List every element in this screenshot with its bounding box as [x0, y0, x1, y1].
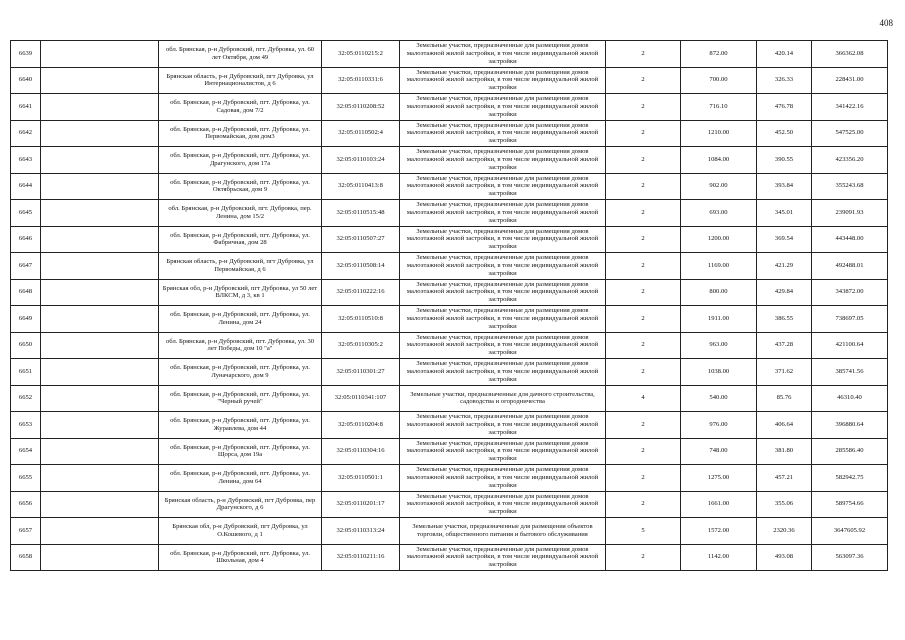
row-number-cell: 6641	[11, 94, 41, 121]
row-number-cell: 6653	[11, 412, 41, 439]
cadastral-value-cell: 228431.00	[812, 67, 888, 94]
address-cell: обл. Брянская, р-н Дубровский, пгт. Дубровка, ул. 30 лет Победы, дом 10 "а"	[159, 332, 322, 359]
specific-value-cell: 406.64	[757, 412, 812, 439]
address-cell: Брянская обл, р-н Дубровский, пгт Дубровка, ул 50 лет ВЛКСМ, д 3, кв 1	[159, 279, 322, 306]
area-cell: 1911.00	[681, 306, 757, 333]
specific-value-cell: 386.55	[757, 306, 812, 333]
land-use-cell: Земельные участки, предназначенные для размещения домов малоэтажной жилой застройки, в том числе индивидуальной жилой застройки	[400, 465, 606, 492]
land-use-cell: Земельные участки, предназначенные для размещения объектов торговли, общественного питания и бытового обслуживания	[400, 518, 606, 545]
cadastral-value-cell: 563097.36	[812, 544, 888, 571]
empty-cell	[41, 491, 159, 518]
land-use-cell: Земельные участки, предназначенные для размещения домов малоэтажной жилой застройки, в том числе индивидуальной жилой застройки	[400, 41, 606, 68]
address-cell: обл. Брянская, р-н Дубровский, пгт. Дубровка, ул. Первомайская, дом дом3	[159, 120, 322, 147]
area-cell: 1275.00	[681, 465, 757, 492]
use-group-code-cell: 2	[606, 491, 681, 518]
area-cell: 693.00	[681, 200, 757, 227]
empty-cell	[41, 67, 159, 94]
cadastral-value-cell: 366362.08	[812, 41, 888, 68]
row-number-cell: 6656	[11, 491, 41, 518]
table-row	[11, 438, 888, 465]
cadastral-number-cell: 32:05:0110208:52	[322, 94, 400, 121]
row-number-cell: 6646	[11, 226, 41, 253]
empty-cell	[41, 518, 159, 545]
cadastral-value-cell: 589754.66	[812, 491, 888, 518]
table-row	[11, 120, 888, 147]
cadastral-number-cell: 32:05:0110413:8	[322, 173, 400, 200]
cadastral-number-cell: 32:05:0110305:2	[322, 332, 400, 359]
specific-value-cell: 393.84	[757, 173, 812, 200]
specific-value-cell: 421.29	[757, 253, 812, 280]
table-row	[11, 41, 888, 68]
row-number-cell: 6658	[11, 544, 41, 571]
table-row	[11, 518, 888, 545]
table-row	[11, 200, 888, 227]
table-row	[11, 465, 888, 492]
use-group-code-cell: 5	[606, 518, 681, 545]
row-number-cell: 6655	[11, 465, 41, 492]
cadastral-value-cell: 423356.20	[812, 147, 888, 174]
cadastral-number-cell: 32:05:0110510:8	[322, 306, 400, 333]
cadastral-value-cell: 341422.16	[812, 94, 888, 121]
cadastral-value-cell: 385741.56	[812, 359, 888, 386]
cadastral-value-cell: 396880.64	[812, 412, 888, 439]
address-cell: обл. Брянская, р-н Дубровский, пгт. Дубровка, ул. Ленина, дом 24	[159, 306, 322, 333]
cadastral-number-cell: 32:05:0110103:24	[322, 147, 400, 174]
empty-cell	[41, 120, 159, 147]
specific-value-cell: 85.76	[757, 385, 812, 412]
cadastral-number-cell: 32:05:0110222:16	[322, 279, 400, 306]
table-row	[11, 306, 888, 333]
table-row	[11, 173, 888, 200]
area-cell: 1038.00	[681, 359, 757, 386]
cadastral-number-cell: 32:05:0110508:14	[322, 253, 400, 280]
area-cell: 1572.00	[681, 518, 757, 545]
table-body	[11, 41, 888, 571]
table-row	[11, 147, 888, 174]
cadastral-number-cell: 32:05:0110204:8	[322, 412, 400, 439]
table-row	[11, 332, 888, 359]
address-cell: обл. Брянская, р-н Дубровский, пгт. Дубровка, ул. Драгунского, дом 17а	[159, 147, 322, 174]
use-group-code-cell: 2	[606, 173, 681, 200]
area-cell: 1200.00	[681, 226, 757, 253]
row-number-cell: 6654	[11, 438, 41, 465]
row-number-cell: 6643	[11, 147, 41, 174]
land-use-cell: Земельные участки, предназначенные для размещения домов малоэтажной жилой застройки, в том числе индивидуальной жилой застройки	[400, 438, 606, 465]
use-group-code-cell: 2	[606, 120, 681, 147]
specific-value-cell: 429.84	[757, 279, 812, 306]
table-row	[11, 491, 888, 518]
empty-cell	[41, 94, 159, 121]
land-use-cell: Земельные участки, предназначенные для размещения домов малоэтажной жилой застройки, в том числе индивидуальной жилой застройки	[400, 200, 606, 227]
empty-cell	[41, 253, 159, 280]
specific-value-cell: 420.14	[757, 41, 812, 68]
address-cell: Брянская область, р-н Дубровский, пгт Дубровка, пер Драгунского, д 6	[159, 491, 322, 518]
row-number-cell: 6639	[11, 41, 41, 68]
empty-cell	[41, 200, 159, 227]
use-group-code-cell: 2	[606, 226, 681, 253]
address-cell: Брянская обл, р-н Дубровский, пгт Дубровка, ул О.Кошевого, д 1	[159, 518, 322, 545]
cadastral-number-cell: 32:05:0110215:2	[322, 41, 400, 68]
empty-cell	[41, 359, 159, 386]
address-cell: обл. Брянская, р-н Дубровский, пгт. Дубровка, ул. Школьная, дом 4	[159, 544, 322, 571]
land-use-cell: Земельные участки, предназначенные для размещения домов малоэтажной жилой застройки, в том числе индивидуальной жилой застройки	[400, 94, 606, 121]
land-use-cell: Земельные участки, предназначенные для размещения домов малоэтажной жилой застройки, в том числе индивидуальной жилой застройки	[400, 253, 606, 280]
use-group-code-cell: 2	[606, 41, 681, 68]
address-cell: Брянская область, р-н Дубровский, пгт Дубровка, ул Первомайская, д 6	[159, 253, 322, 280]
address-cell: обл. Брянская, р-н Дубровский, пгт. Дубровка, ул. Ленина, дом 64	[159, 465, 322, 492]
empty-cell	[41, 438, 159, 465]
cadastral-number-cell: 32:05:0110501:1	[322, 465, 400, 492]
address-cell: обл. Брянская, р-н Дубровский, пгт. Дубровка, ул. Фабричная, дом 28	[159, 226, 322, 253]
use-group-code-cell: 2	[606, 412, 681, 439]
use-group-code-cell: 2	[606, 253, 681, 280]
cadastral-value-cell: 355243.68	[812, 173, 888, 200]
cadastral-number-cell: 32:05:0110313:24	[322, 518, 400, 545]
specific-value-cell: 2320.36	[757, 518, 812, 545]
cadastral-number-cell: 32:05:0110502:4	[322, 120, 400, 147]
cadastral-value-table	[10, 40, 888, 571]
specific-value-cell: 371.62	[757, 359, 812, 386]
cadastral-number-cell: 32:05:0110304:16	[322, 438, 400, 465]
row-number-cell: 6649	[11, 306, 41, 333]
empty-cell	[41, 147, 159, 174]
row-number-cell: 6647	[11, 253, 41, 280]
empty-cell	[41, 306, 159, 333]
table-row	[11, 253, 888, 280]
row-number-cell: 6640	[11, 67, 41, 94]
cadastral-value-cell: 46310.40	[812, 385, 888, 412]
row-number-cell: 6645	[11, 200, 41, 227]
empty-cell	[41, 385, 159, 412]
address-cell: обл. Брянская, р-н Дубровский, пгт. Дубровка, ул. Журавлева, дом 44	[159, 412, 322, 439]
table-row	[11, 94, 888, 121]
land-use-cell: Земельные участки, предназначенные для размещения домов малоэтажной жилой застройки, в том числе индивидуальной жилой застройки	[400, 306, 606, 333]
land-use-cell: Земельные участки, предназначенные для размещения домов малоэтажной жилой застройки, в том числе индивидуальной жилой застройки	[400, 279, 606, 306]
use-group-code-cell: 2	[606, 465, 681, 492]
specific-value-cell: 390.55	[757, 147, 812, 174]
cadastral-value-cell: 443448.00	[812, 226, 888, 253]
page-number: 408	[879, 18, 893, 28]
empty-cell	[41, 412, 159, 439]
row-number-cell: 6650	[11, 332, 41, 359]
use-group-code-cell: 2	[606, 200, 681, 227]
cadastral-number-cell: 32:05:0110211:16	[322, 544, 400, 571]
empty-cell	[41, 332, 159, 359]
cadastral-number-cell: 32:05:0110507:27	[322, 226, 400, 253]
table-row	[11, 544, 888, 571]
use-group-code-cell: 2	[606, 332, 681, 359]
specific-value-cell: 437.28	[757, 332, 812, 359]
table-row	[11, 412, 888, 439]
use-group-code-cell: 2	[606, 306, 681, 333]
specific-value-cell: 355.06	[757, 491, 812, 518]
area-cell: 716.10	[681, 94, 757, 121]
use-group-code-cell: 2	[606, 544, 681, 571]
empty-cell	[41, 465, 159, 492]
address-cell: обл. Брянская, р-н Дубровский, пгт. Дубровка, ул. Садовая, дом 7/2	[159, 94, 322, 121]
area-cell: 800.00	[681, 279, 757, 306]
cadastral-number-cell: 32:05:0110341:107	[322, 385, 400, 412]
cadastral-number-cell: 32:05:0110331:6	[322, 67, 400, 94]
specific-value-cell: 326.33	[757, 67, 812, 94]
land-use-cell: Земельные участки, предназначенные для размещения домов малоэтажной жилой застройки, в том числе индивидуальной жилой застройки	[400, 67, 606, 94]
row-number-cell: 6651	[11, 359, 41, 386]
row-number-cell: 6657	[11, 518, 41, 545]
empty-cell	[41, 279, 159, 306]
row-number-cell: 6642	[11, 120, 41, 147]
area-cell: 1661.00	[681, 491, 757, 518]
cadastral-value-cell: 492488.01	[812, 253, 888, 280]
land-use-cell: Земельные участки, предназначенные для размещения домов малоэтажной жилой застройки, в том числе индивидуальной жилой застройки	[400, 226, 606, 253]
cadastral-value-cell: 239091.93	[812, 200, 888, 227]
address-cell: обл. Брянская, р-н Дубровский, пгт. Дубровка, ул. Октябрьская, дом 9	[159, 173, 322, 200]
area-cell: 540.00	[681, 385, 757, 412]
specific-value-cell: 476.78	[757, 94, 812, 121]
cadastral-value-cell: 3647605.92	[812, 518, 888, 545]
use-group-code-cell: 2	[606, 279, 681, 306]
row-number-cell: 6644	[11, 173, 41, 200]
land-use-cell: Земельные участки, предназначенные для размещения домов малоэтажной жилой застройки, в том числе индивидуальной жилой застройки	[400, 491, 606, 518]
area-cell: 1084.00	[681, 147, 757, 174]
specific-value-cell: 345.01	[757, 200, 812, 227]
table-row	[11, 226, 888, 253]
address-cell: обл. Брянская, р-н Дубровский, пгт. Дубровка, ул. Щорса, дом 19а	[159, 438, 322, 465]
area-cell: 1169.00	[681, 253, 757, 280]
use-group-code-cell: 4	[606, 385, 681, 412]
specific-value-cell: 369.54	[757, 226, 812, 253]
area-cell: 976.00	[681, 412, 757, 439]
area-cell: 748.00	[681, 438, 757, 465]
empty-cell	[41, 41, 159, 68]
cadastral-value-cell: 738697.05	[812, 306, 888, 333]
cadastral-number-cell: 32:05:0110515:48	[322, 200, 400, 227]
area-cell: 963.00	[681, 332, 757, 359]
use-group-code-cell: 2	[606, 438, 681, 465]
empty-cell	[41, 226, 159, 253]
table-row	[11, 385, 888, 412]
address-cell: Брянская область, р-н Дубровский, пгт Дубровка, ул Интернационалистов, д 6	[159, 67, 322, 94]
use-group-code-cell: 2	[606, 359, 681, 386]
specific-value-cell: 457.21	[757, 465, 812, 492]
table-row	[11, 359, 888, 386]
empty-cell	[41, 173, 159, 200]
row-number-cell: 6648	[11, 279, 41, 306]
cadastral-value-cell: 582942.75	[812, 465, 888, 492]
table-row	[11, 67, 888, 94]
table-row	[11, 279, 888, 306]
use-group-code-cell: 2	[606, 94, 681, 121]
land-use-cell: Земельные участки, предназначенные для размещения домов малоэтажной жилой застройки, в том числе индивидуальной жилой застройки	[400, 412, 606, 439]
land-use-cell: Земельные участки, предназначенные для размещения домов малоэтажной жилой застройки, в том числе индивидуальной жилой застройки	[400, 173, 606, 200]
land-use-cell: Земельные участки, предназначенные для размещения домов малоэтажной жилой застройки, в том числе индивидуальной жилой застройки	[400, 147, 606, 174]
land-use-cell: Земельные участки, предназначенные для размещения домов малоэтажной жилой застройки, в том числе индивидуальной жилой застройки	[400, 359, 606, 386]
cadastral-value-cell: 343872.00	[812, 279, 888, 306]
cadastral-number-cell: 32:05:0110201:17	[322, 491, 400, 518]
cadastral-value-cell: 285586.40	[812, 438, 888, 465]
area-cell: 700.00	[681, 67, 757, 94]
area-cell: 872.00	[681, 41, 757, 68]
area-cell: 1210.00	[681, 120, 757, 147]
land-use-cell: Земельные участки, предназначенные для размещения домов малоэтажной жилой застройки, в том числе индивидуальной жилой застройки	[400, 120, 606, 147]
specific-value-cell: 381.80	[757, 438, 812, 465]
empty-cell	[41, 544, 159, 571]
address-cell: обл. Брянская, р-н Дубровский, пгт. Дубровка, ул. "Черный ручей"	[159, 385, 322, 412]
row-number-cell: 6652	[11, 385, 41, 412]
land-use-cell: Земельные участки, предназначенные для размещения домов малоэтажной жилой застройки, в том числе индивидуальной жилой застройки	[400, 544, 606, 571]
specific-value-cell: 452.50	[757, 120, 812, 147]
use-group-code-cell: 2	[606, 67, 681, 94]
cadastral-number-cell: 32:05:0110301:27	[322, 359, 400, 386]
address-cell: обл. Брянская, р-н Дубровский, пгт. Дубровка, ул. Луначарского, дом 9	[159, 359, 322, 386]
land-use-cell: Земельные участки, предназначенные для дачного строительства, садоводства и огородничества	[400, 385, 606, 412]
area-cell: 902.00	[681, 173, 757, 200]
use-group-code-cell: 2	[606, 147, 681, 174]
cadastral-value-cell: 547525.00	[812, 120, 888, 147]
land-use-cell: Земельные участки, предназначенные для размещения домов малоэтажной жилой застройки, в том числе индивидуальной жилой застройки	[400, 332, 606, 359]
address-cell: обл. Брянская, р-н Дубровский, пгт. Дубровка, пер. Ленина, дом 15/2	[159, 200, 322, 227]
address-cell: обл. Брянская, р-н Дубровский, пгт. Дубровка, ул. 60 лет Октября, дом 49	[159, 41, 322, 68]
specific-value-cell: 493.08	[757, 544, 812, 571]
area-cell: 1142.00	[681, 544, 757, 571]
cadastral-value-cell: 421100.64	[812, 332, 888, 359]
